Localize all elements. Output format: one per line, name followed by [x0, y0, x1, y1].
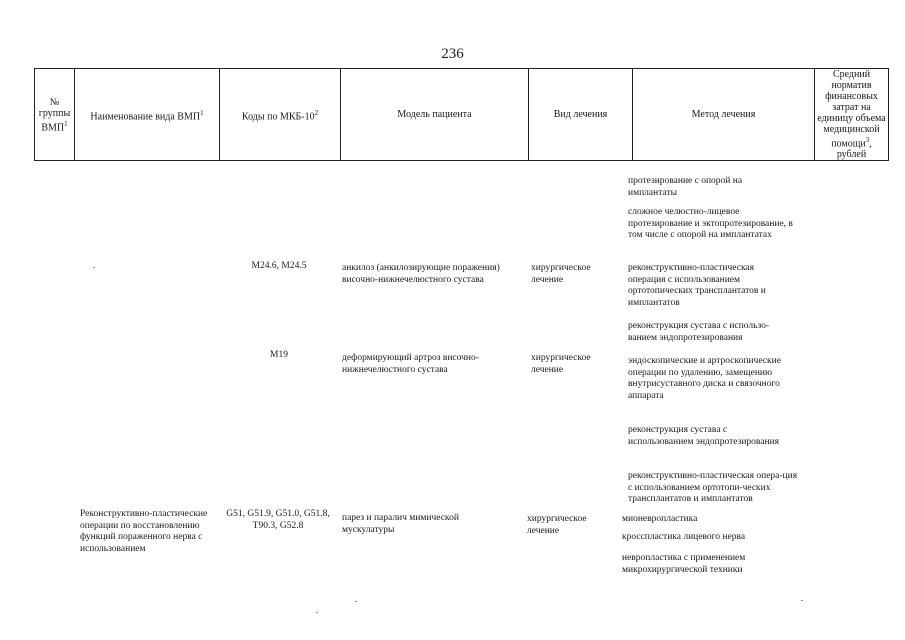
footnote-mark: 3: [865, 136, 870, 144]
header-avg-cost-unit: , рублей: [836, 138, 872, 161]
header-treatment-method: Метод лечения: [633, 69, 815, 161]
method-item: сложное челюстно-лицевое протезирование и эктопротезирование, в том числе с опорой на имплантатах: [628, 207, 793, 240]
treatment-type-cell: хирургическое лечение: [531, 263, 591, 285]
header-group-no: [35, 69, 75, 161]
method-item: невропластика с применением микрохирургической техники: [622, 553, 746, 575]
treatment-type-cell: хирургическое лечение: [531, 353, 591, 375]
header-avg-cost-text: Средний норматив финансовых затрат на единицу объема медицинской помощи: [817, 69, 886, 150]
footnote-mark: 1: [200, 108, 204, 117]
icd-codes-cell: M19: [270, 350, 288, 360]
header-treatment-type: Вид лечения: [529, 69, 633, 161]
icd-codes-cell: G51, G51.9, G51.0, G51.8, T90.3, G52.8: [226, 509, 330, 531]
patient-model-cell: анкилоз (анкилозирующие поражения) височно-нижнечелюстного сустава: [342, 263, 500, 285]
header-vmp-name: [75, 69, 220, 161]
patient-model-cell: парез и паралич мимической мускулатуры: [342, 513, 459, 535]
page-number: 236: [441, 46, 464, 62]
header-icd-codes-text: Коды по МКБ-10: [241, 110, 315, 122]
footnote-mark: 2: [314, 108, 319, 117]
method-item: реконструктивно-пластическая опера-ция с использованием ортотопи-ческих трансплантатов и имплантатов: [628, 471, 798, 504]
header-vmp-name-text: Наименование вида ВМП: [90, 110, 201, 122]
method-item: реконструктивно-пластическая операция с использованием ортотопических трансплантатов и имплантатов: [628, 263, 766, 308]
method-item: мионевропластика: [622, 514, 698, 524]
treatment-type-cell: хирургическое лечение: [527, 514, 587, 536]
vmp-name-cell: Реконструктивно-пластические операции по восстановлению функций пораженного нерва с использованием: [80, 509, 208, 554]
method-item: кросспластика лицевого нерва: [622, 532, 746, 542]
scan-speck: [355, 601, 357, 602]
header-group-no-text: № группы ВМП: [38, 96, 71, 133]
method-item: реконструкция сустава с использованием эндопротезирования: [628, 425, 780, 447]
header-icd-codes: [220, 69, 341, 161]
table-header: [34, 68, 889, 161]
patient-model-cell: деформирующий артроз височно-нижнечелюстного сустава: [342, 353, 479, 375]
footnote-mark: 1: [64, 119, 68, 128]
header-avg-cost: [815, 69, 889, 161]
header-patient-model: Модель пациента: [341, 69, 529, 161]
scan-speck: [316, 612, 318, 613]
method-item: эндоскопические и артроскопические операции по удалению, замещению внутрисуставного диска и связочного аппарата: [628, 356, 781, 401]
method-item: реконструкция сустава с использо-ванием эндопротезирования: [628, 321, 770, 343]
scan-speck: [93, 267, 95, 268]
scan-speck: [801, 600, 803, 601]
icd-codes-cell: M24.6, M24.5: [251, 261, 307, 271]
method-item: протезирование с опорой на имплантаты: [628, 176, 743, 198]
